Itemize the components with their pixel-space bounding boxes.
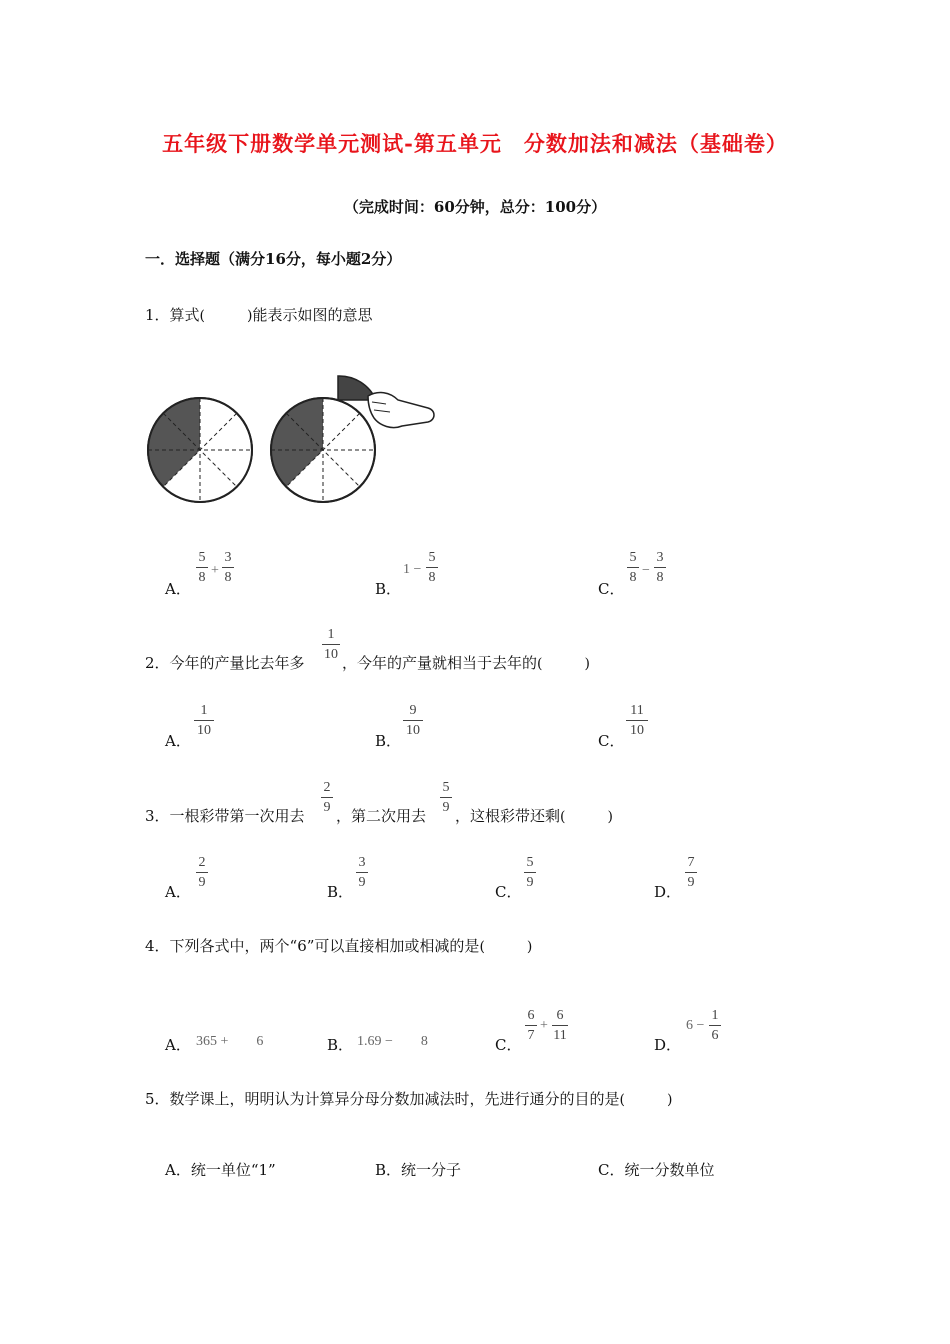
q1-a-fraction-2: 3 8 [222,550,234,585]
question-3-text: 3．一根彩带第一次用去 [145,807,305,825]
question-1-text-end: 能表示如图的意思 [252,306,373,324]
question-2-text-end: ，今年的产量就相当于去年的 [342,654,538,672]
q3-fraction-1: 2 9 [321,780,333,815]
question-3-end [455,805,613,826]
q2-option-a-label[interactable]: A． [165,732,191,750]
q1-option-c-label[interactable]: C． [598,580,625,598]
q1-c-fraction-2: 3 8 [654,550,666,585]
q4-d-prefix: 6 − [686,1018,705,1033]
q5-option-b[interactable]: B．统一分子 [375,1161,462,1179]
answer-blank: ( ) [537,656,590,672]
q4-a-expression: 365 + 6 [196,1034,264,1049]
q2-option-c-label[interactable]: C． [598,732,625,750]
q4-option-c-label[interactable]: C． [495,1036,522,1054]
q1-option-a-label[interactable]: A． [165,580,191,598]
q3-option-a-label[interactable]: A． [165,883,191,901]
answer-blank: ( ) [479,939,533,955]
q1-c-fraction-1: 5 8 [627,550,639,585]
q3-c-fraction: 5 9 [524,855,536,890]
q2-fraction: 1 10 [324,627,338,662]
q3-a-fraction: 2 9 [196,855,208,890]
q2-a-fraction: 1 10 [194,703,214,738]
q1-a-operator: + [211,563,219,578]
question-2 [145,652,305,673]
q1-b-fraction: 5 8 [426,550,438,585]
question-2-text: 2．今年的产量比去年多 [145,654,305,672]
q3-option-b-label[interactable]: B． [327,883,354,901]
q4-c-operator: + [540,1018,548,1033]
q4-b-expression: 1.69 − 8 [357,1034,428,1049]
answer-blank: ( ) [619,1092,673,1108]
q4-option-a-label[interactable]: A． [165,1036,191,1054]
section-heading: 一．选择题（满分16分，每小题2分） [145,250,402,268]
question-3-text-end: ，这根彩带还剩 [455,807,561,825]
q1-a-fraction-1: 5 8 [196,550,208,585]
right-circle [271,376,434,502]
question-3 [145,805,305,826]
q1-b-prefix: 1 − [403,562,422,577]
q4-d-fraction: 1 6 [709,1008,721,1043]
q2-c-fraction: 11 10 [626,703,648,738]
question-3-mid [336,805,426,826]
q5-option-a[interactable]: A．统一单位“1” [165,1161,276,1179]
q1-option-b-label[interactable]: B． [375,580,402,598]
question-1-text: 1．算式 [145,306,200,324]
q5-option-c[interactable]: C．统一分数单位 [598,1161,715,1179]
q2-option-b-label[interactable]: B． [375,732,402,750]
question-4-text: 4．下列各式中，两个“6”可以直接相加或相减的是 [145,937,480,955]
q4-c-fraction-2: 6 11 [553,1008,567,1043]
q4-option-b-label[interactable]: B． [327,1036,354,1054]
pie-figure [140,370,440,510]
q3-b-fraction: 3 9 [356,855,368,890]
question-3-text-mid: ，第二次用去 [336,807,427,825]
answer-blank: ( ) [199,308,253,324]
q4-c-fraction-1: 6 7 [525,1008,537,1043]
q3-d-fraction: 7 9 [685,855,697,890]
q4-option-d-label[interactable]: D． [654,1036,682,1054]
question-2-continuation [342,652,590,673]
q3-fraction-2: 5 9 [440,780,452,815]
q1-c-operator: − [642,563,650,578]
question-5-text: 5．数学课上，明明认为计算异分母分数加减法时，先进行通分的目的是 [145,1090,620,1108]
question-1 [145,304,373,325]
document-title: 五年级下册数学单元测试-第五单元 分数加法和减法（基础卷） [162,131,788,156]
answer-blank: ( ) [560,809,613,825]
q3-option-c-label[interactable]: C． [495,883,522,901]
q3-option-d-label[interactable]: D． [654,883,682,901]
q2-b-fraction: 9 10 [403,703,423,738]
left-circle [148,398,252,502]
question-4 [145,935,532,956]
document-subtitle: （完成时间：60分钟，总分：100分） [343,198,607,216]
question-5 [145,1088,672,1109]
